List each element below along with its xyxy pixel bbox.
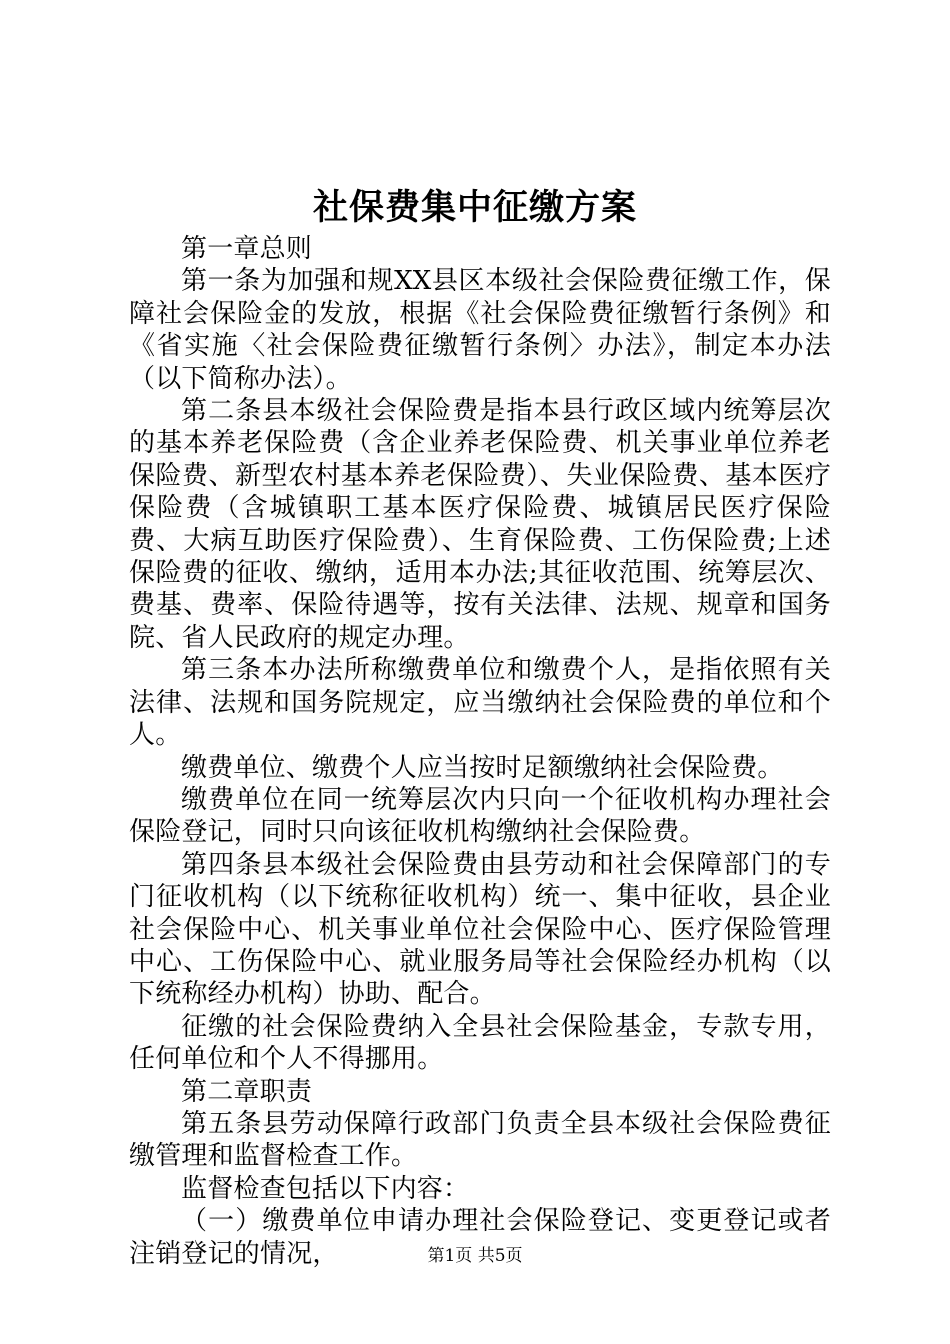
paragraph: 缴费单位在同一统筹层次内只向一个征收机构办理社会保险登记，同时只向该征收机构缴纳社会保险费。 bbox=[129, 784, 831, 848]
paragraph: 监督检查包括以下内容： bbox=[181, 1173, 470, 1204]
document-title: 社保费集中征缴方案 bbox=[312, 187, 637, 228]
paragraph: 第三条本办法所称缴费单位和缴费个人，是指依照有关法律、法规和国务院规定，应当缴纳社会保险费的单位和个人。 bbox=[129, 655, 831, 751]
paragraph: 征缴的社会保险费纳入全县社会保险基金，专款专用，任何单位和个人不得挪用。 bbox=[129, 1011, 831, 1075]
paragraph: 缴费单位、缴费个人应当按时足额缴纳社会保险费。 bbox=[181, 752, 784, 783]
paragraph: 第二条县本级社会保险费是指本县行政区域内统筹层次的基本养老保险费（含企业养老保险费、机关事业单位养老保险费、新型农村基本养老保险费）、失业保险费、基本医疗保险费（含城镇职工基本医疗保险费、城镇居民医疗保险费、大病互助医疗保险费）、生育保险费、工伤保险费;上述保险费的征收、缴纳，适用本办法;其征收范围、统筹层次、费基、费率、保险待遇等，按有关法律、法规、规章和国务院、省人民政府的规定办理。 bbox=[129, 396, 831, 653]
chapter-heading: 第二章职责 bbox=[181, 1076, 313, 1107]
chapter-heading: 第一章总则 bbox=[181, 234, 313, 264]
paragraph: 第四条县本级社会保险费由县劳动和社会保障部门的专门征收机构（以下统称征收机构）统一、集中征收，县企业社会保险中心、机关事业单位社会保险中心、医疗保险管理中心、工伤保险中心、就业服务局等社会保险经办机构（以下统称经办机构）协助、配合。 bbox=[129, 849, 831, 1010]
document-body bbox=[129, 233, 831, 1270]
paragraph: 第五条县劳动保障行政部门负责全县本级社会保险费征缴管理和监督检查工作。 bbox=[129, 1108, 831, 1172]
paragraph: （一）缴费单位申请办理社会保险登记、变更登记或者注销登记的情况， bbox=[129, 1206, 831, 1269]
page-number-footer: 第1页 共5页 bbox=[427, 1246, 523, 1266]
paragraph: 第一条为加强和规XX县区本级社会保险费征缴工作，保障社会保险金的发放，根据《社会保险费征缴暂行条例》和《省实施〈社会保险费征缴暂行条例〉办法》，制定本办法（以下简称办法）。 bbox=[129, 266, 831, 394]
